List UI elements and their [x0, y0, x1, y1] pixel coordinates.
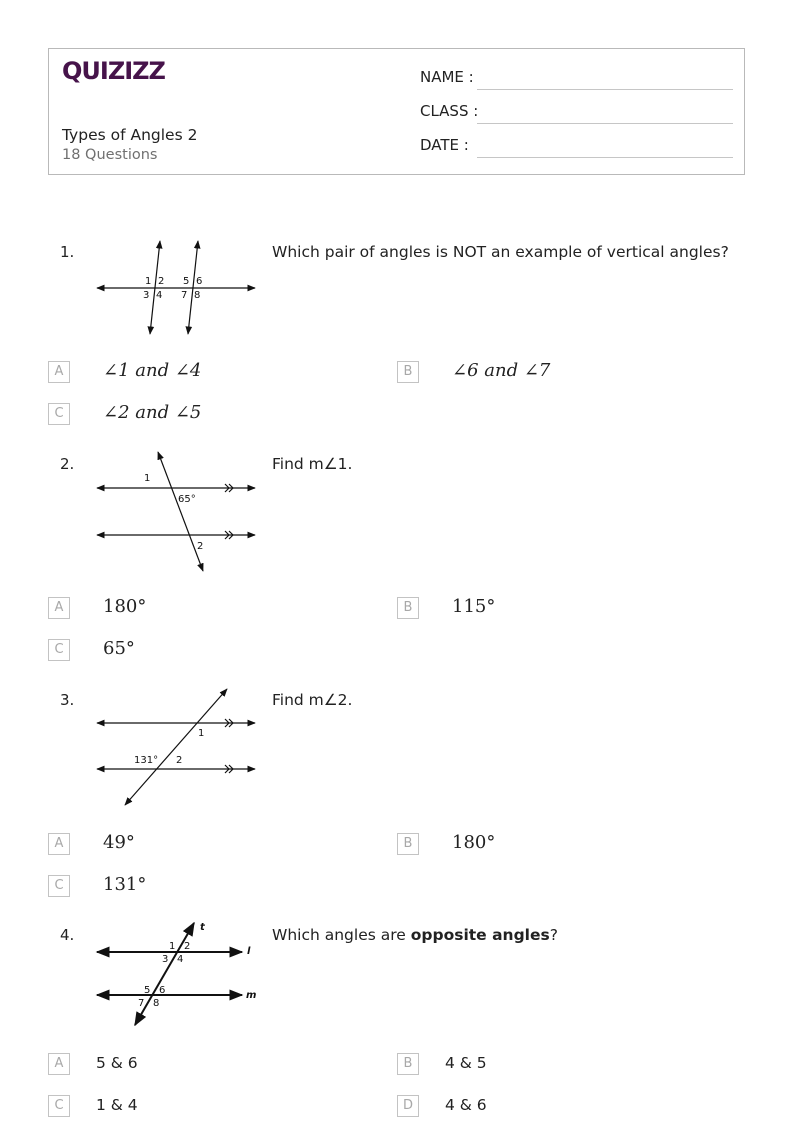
- option-b-text[interactable]: 180°: [452, 832, 496, 853]
- class-line[interactable]: [477, 123, 733, 124]
- option-d-box[interactable]: D: [397, 1095, 419, 1117]
- name-line[interactable]: [477, 89, 733, 90]
- option-b-text[interactable]: ∠6 and ∠7: [452, 360, 551, 381]
- angle-label: 5: [144, 985, 151, 996]
- question-2-prompt: Find m∠1.: [272, 455, 353, 473]
- angle-label: 8: [194, 290, 201, 301]
- question-3-prompt: Find m∠2.: [272, 691, 353, 709]
- angle-label: 6: [159, 985, 166, 996]
- option-b-text[interactable]: 4 & 5: [445, 1054, 487, 1072]
- angle-label: 1: [145, 276, 152, 287]
- question-3-number: 3.: [60, 691, 75, 709]
- angle-label: 7: [181, 290, 188, 301]
- option-c-text[interactable]: 65°: [103, 638, 135, 659]
- question-1-prompt: Which pair of angles is NOT an example of vertical angles?: [272, 243, 729, 261]
- quizizz-logo: QUIZIZZ: [62, 57, 165, 85]
- angle-label: 4: [156, 290, 163, 301]
- angle-label: 2: [197, 541, 204, 552]
- angle-label: 6: [196, 276, 203, 287]
- angle-label: 65°: [178, 494, 196, 505]
- option-b-box[interactable]: B: [397, 361, 419, 383]
- line-label: l: [247, 946, 251, 957]
- option-a-box[interactable]: A: [48, 597, 70, 619]
- question-2-number: 2.: [60, 455, 75, 473]
- angle-label: 1: [144, 473, 151, 484]
- option-a-text[interactable]: 180°: [103, 596, 147, 617]
- angle-label: 5: [183, 276, 190, 287]
- date-label: DATE :: [420, 136, 469, 154]
- prompt-bold-text: opposite angles: [410, 926, 550, 944]
- question-1-number: 1.: [60, 243, 75, 261]
- question-1-figure: [92, 236, 262, 340]
- prompt-text: Which angles are: [272, 926, 411, 944]
- option-b-box[interactable]: B: [397, 597, 419, 619]
- option-c-text[interactable]: 1 & 4: [96, 1096, 138, 1114]
- option-c-text[interactable]: 131°: [103, 874, 147, 895]
- question-2-figure: [92, 446, 262, 576]
- angle-label: 131°: [134, 755, 159, 766]
- angle-label: 3: [162, 954, 169, 965]
- question-4-number: 4.: [60, 926, 75, 944]
- option-a-text[interactable]: 49°: [103, 832, 135, 853]
- option-c-box[interactable]: C: [48, 1095, 70, 1117]
- option-a-text[interactable]: ∠1 and ∠4: [103, 360, 202, 381]
- angle-label: 4: [177, 954, 184, 965]
- angle-label: 2: [158, 276, 165, 287]
- option-c-box[interactable]: C: [48, 875, 70, 897]
- option-a-box[interactable]: A: [48, 1053, 70, 1075]
- question-3-figure: [92, 684, 262, 810]
- option-b-box[interactable]: B: [397, 833, 419, 855]
- prompt-text: ?: [549, 926, 558, 944]
- line-label: t: [200, 922, 205, 933]
- question-count: 18 Questions: [62, 147, 158, 163]
- option-b-text[interactable]: 115°: [452, 596, 496, 617]
- option-b-box[interactable]: B: [397, 1053, 419, 1075]
- option-c-box[interactable]: C: [48, 639, 70, 661]
- option-a-box[interactable]: A: [48, 833, 70, 855]
- option-d-text[interactable]: 4 & 6: [445, 1096, 487, 1114]
- angle-label: 2: [176, 755, 183, 766]
- option-c-box[interactable]: C: [48, 403, 70, 425]
- angle-label: 1: [169, 941, 176, 952]
- question-4-prompt: [272, 926, 558, 944]
- worksheet-title: Types of Angles 2: [62, 126, 198, 144]
- line-label: m: [246, 990, 257, 1001]
- question-4-figure: [92, 918, 264, 1030]
- date-line[interactable]: [477, 157, 733, 158]
- option-c-text[interactable]: ∠2 and ∠5: [103, 402, 202, 423]
- angle-label: 8: [153, 998, 160, 1009]
- angle-label: 7: [138, 998, 145, 1009]
- class-label: CLASS :: [420, 102, 479, 120]
- angle-label: 3: [143, 290, 150, 301]
- option-a-text[interactable]: 5 & 6: [96, 1054, 138, 1072]
- worksheet-header: [48, 48, 745, 175]
- option-a-box[interactable]: A: [48, 361, 70, 383]
- angle-label: 2: [184, 941, 191, 952]
- name-label: NAME :: [420, 68, 474, 86]
- angle-label: 1: [198, 728, 205, 739]
